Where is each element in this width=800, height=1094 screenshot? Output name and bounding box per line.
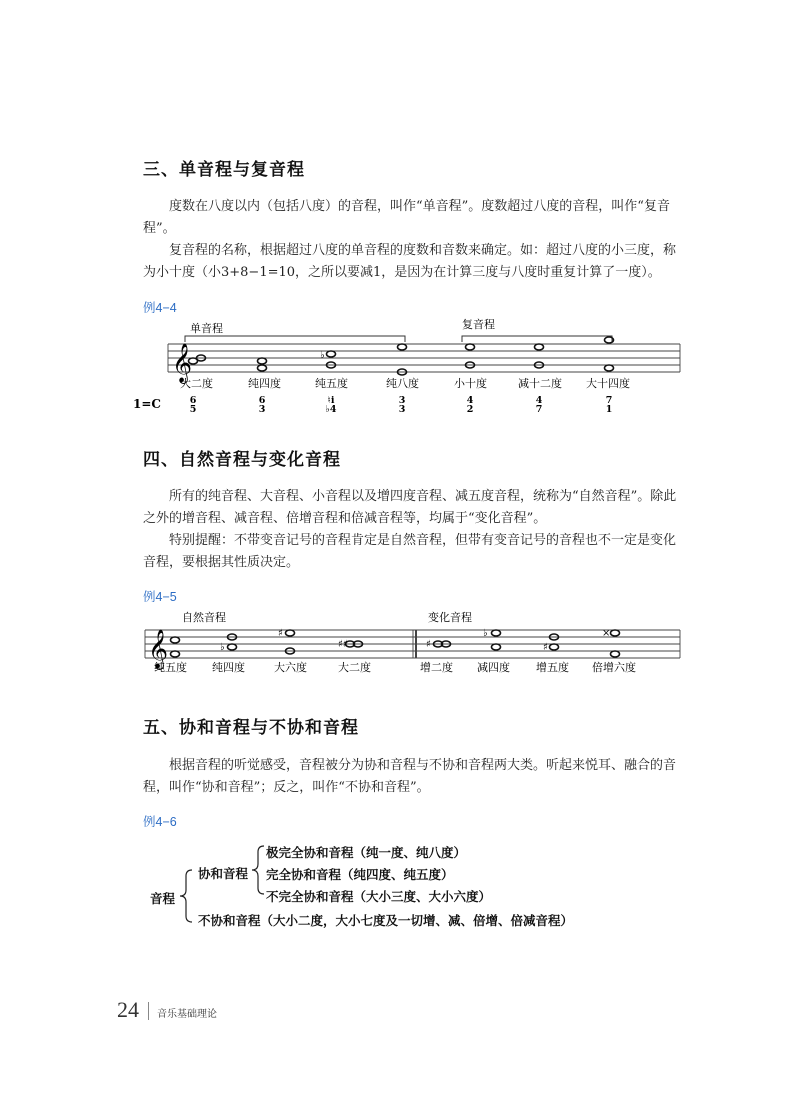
svg-text:♭: ♭: [483, 628, 488, 639]
treble-clef-icon: 𝄞: [172, 343, 193, 383]
key-signature: 1=C: [133, 397, 161, 411]
paragraph-special-reminder: 特别提醒：不带变音记号的音程肯定是自然音程，但带有变音记号的音程也不一定是变化音程，要根据其性质决定。: [143, 533, 677, 570]
tree-leaf-imperfect: 不完全协和音程（大小三度、大小六度）: [266, 889, 492, 904]
svg-text:1: 1: [605, 404, 613, 415]
tree-leaf-perfect: 完全协和音程（纯四度、纯五度）: [266, 867, 454, 882]
svg-text:♯: ♯: [426, 639, 431, 650]
svg-text:减四度: 减四度: [477, 661, 510, 674]
interval-label: 大十四度: [586, 377, 630, 390]
paragraph-compound-naming: 复音程的名称，根据超过八度的单音程的度数和音数来确定。如：超过八度的小三度，称为小十度（小3+8−1=10，之所以要减1，是因为在计算三度与八度时重复计算了一度）。: [143, 243, 677, 280]
tree-node-dissonant: 不协和音程（大小二度，大小七度及一切增、减、倍增、倍减音程）: [198, 913, 574, 928]
interval-classification-tree: [150, 840, 610, 930]
interval-notes: [171, 630, 620, 657]
svg-text:纯四度: 纯四度: [212, 661, 245, 674]
interval-label: 大二度: [180, 377, 213, 390]
tree-leaf-perfect-plus: 极完全协和音程（纯一度、纯八度）: [266, 845, 467, 860]
treble-clef-icon: 𝄞: [148, 629, 169, 669]
tree-root-intervals: 音程: [150, 891, 176, 906]
footer-divider: [148, 1002, 149, 1020]
example-label-4-6: 例4−6: [143, 815, 177, 829]
svg-text:7: 7: [535, 404, 543, 415]
svg-text:4: 4: [466, 395, 474, 406]
svg-text:纯五度: 纯五度: [154, 661, 187, 674]
staff-lines: [168, 344, 680, 372]
group-label-simple: 单音程: [190, 322, 223, 335]
section-heading-simple-compound: 三、单音程与复音程: [143, 160, 305, 180]
bracket-compound-intervals: [462, 336, 612, 342]
section-heading-consonant-dissonant: 五、协和音程与不协和音程: [143, 718, 359, 738]
svg-text:♭: ♭: [220, 642, 225, 653]
svg-text:增二度: 增二度: [420, 661, 453, 674]
svg-text:6: 6: [258, 395, 266, 406]
example-label-4-4: 例4−4: [143, 301, 177, 315]
interval-label: 小十度: [454, 377, 487, 390]
svg-text:倍增六度: 倍增六度: [592, 661, 636, 674]
svg-text:♯: ♯: [278, 628, 283, 639]
staff-example-4-4: [133, 312, 690, 422]
example-label-4-5: 例4−5: [143, 590, 177, 604]
interval-labels: [154, 660, 636, 674]
flat-icon: ♭: [320, 350, 325, 361]
tree-node-consonant: 协和音程: [198, 866, 249, 881]
svg-text:2: 2: [466, 404, 474, 415]
staff-lines: [145, 630, 680, 658]
interval-label: 纯五度: [315, 377, 348, 390]
group-label-compound: 复音程: [462, 318, 495, 331]
group-label-natural: 自然音程: [182, 611, 226, 624]
svg-text:4: 4: [535, 395, 543, 406]
interval-labels: [180, 376, 630, 390]
svg-text:3: 3: [258, 404, 266, 415]
bracket-simple-intervals: [185, 336, 405, 342]
svg-text:大二度: 大二度: [338, 661, 371, 674]
interval-label: 纯四度: [248, 377, 281, 390]
footer-book-title: 音乐基础理论: [157, 1009, 217, 1020]
svg-text:♭4: ♭4: [325, 404, 337, 415]
svg-text:♮i: ♮i: [327, 395, 335, 406]
svg-text:3: 3: [398, 395, 406, 406]
svg-text:5: 5: [189, 404, 197, 415]
paragraph-natural-altered-definition: 所有的纯音程、大音程、小音程以及增四度音程、减五度音程，统称为“自然音程”。除此之外的增音程、减音程、倍增音程和倍减音程等，均属于“变化音程”。: [143, 489, 677, 526]
interval-label: 纯八度: [386, 377, 419, 390]
svg-text:6: 6: [189, 395, 197, 406]
numbered-notation: [190, 395, 613, 415]
interval-notes: [189, 337, 614, 375]
page-number: 24: [117, 997, 139, 1022]
svg-text:♯♯: ♯♯: [338, 639, 348, 650]
svg-text:增五度: 增五度: [536, 661, 569, 674]
svg-text:大六度: 大六度: [274, 661, 307, 674]
svg-text:3: 3: [398, 404, 406, 415]
interval-label: 减十二度: [518, 377, 562, 390]
svg-text:♯: ♯: [543, 642, 548, 653]
paragraph-consonant-definition: 根据音程的听觉感受，音程被分为协和音程与不协和音程两大类。听起来悦耳、融合的音程，叫作“协和音程”；反之，叫作“不协和音程”。: [143, 758, 677, 795]
section-heading-natural-altered: 四、自然音程与变化音程: [143, 450, 341, 470]
svg-text:×: ×: [602, 628, 611, 639]
group-label-altered: 变化音程: [428, 611, 472, 624]
staff-example-4-5: [140, 605, 690, 675]
svg-text:7: 7: [605, 395, 613, 406]
paragraph-simple-compound-definition: 度数在八度以内（包括八度）的音程，叫作“单音程”。度数超过八度的音程，叫作“复音程”。: [143, 199, 670, 236]
